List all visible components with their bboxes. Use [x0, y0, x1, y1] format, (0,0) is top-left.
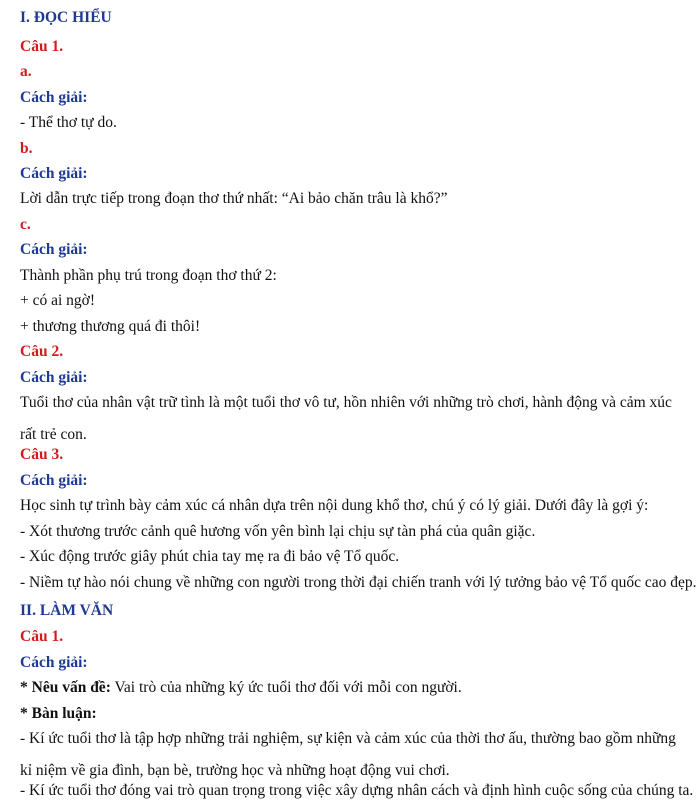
part-b-label: b. — [20, 140, 33, 157]
list-item: - Xót thương trước cảnh quê hương vốn yên bình lại chịu sự tàn phá của quân giặc. — [20, 523, 536, 540]
part-a-label: a. — [20, 63, 32, 80]
answer-text: Thành phần phụ trú trong đoạn thơ thứ 2: — [20, 267, 277, 284]
list-item: + có ai ngờ! — [20, 292, 96, 309]
method-label: Cách giải: — [20, 241, 88, 258]
list-item: - Xúc động trước giây phút chia tay mẹ ra đi bảo vệ Tổ quốc. — [20, 548, 400, 565]
issue-text: Vai trò của những ký ức tuổi thơ đối với mỗi con người. — [110, 679, 462, 696]
question-3-label: Câu 3. — [20, 446, 64, 463]
answer-text: Lời dẫn trực tiếp trong đoạn thơ thứ nhất: “Ai bảo chăn trâu là khổ?” — [20, 190, 448, 207]
discussion-paragraph: - Kí ức tuổi thơ là tập hợp những trải nghiệm, sự kiện và cảm xúc của thời thơ ấu, thường bao gồm những kỉ niệm về gia đình, bạn bè, trường học và những hoạt động vui chơi. — [20, 730, 676, 779]
section-heading-writing: II. LÀM VĂN — [20, 602, 114, 619]
part-c-label: c. — [20, 216, 31, 233]
question-1-label: Câu 1. — [20, 628, 64, 645]
list-item: - Niềm tự hào nói chung về những con người trong thời đại chiến tranh với lý tưởng bảo vệ Tổ quốc cao đẹp. — [20, 574, 697, 591]
issue-label: * Nêu vấn đề: — [20, 679, 111, 696]
answer-text: - Thể thơ tự do. — [20, 114, 117, 131]
discussion-label — [20, 704, 97, 724]
discussion-heading: * Bàn luận: — [20, 705, 97, 722]
method-label: Cách giải: — [20, 89, 88, 106]
method-label: Cách giải: — [20, 369, 88, 386]
answer-paragraph: Tuổi thơ của nhân vật trữ tình là một tuổi thơ vô tư, hồn nhiên với những trò chơi, hành động và cảm xúc rất trẻ con. — [20, 394, 672, 443]
issue-line — [20, 678, 462, 698]
method-label: Cách giải: — [20, 654, 88, 671]
answer-text: Học sinh tự trình bày cảm xúc cá nhân dựa trên nội dung khổ thơ, chú ý có lý giải. Dưới đây là gợi ý: — [20, 497, 649, 514]
section-heading-reading: I. ĐỌC HIỂU — [20, 9, 112, 26]
method-label: Cách giải: — [20, 472, 88, 489]
question-1-label: Câu 1. — [20, 38, 64, 55]
discussion-paragraph: - Kí ức tuổi thơ đóng vai trò quan trọng trong việc xây dựng nhân cách và định hình cuộc sống của chúng ta. — [20, 782, 694, 799]
method-label: Cách giải: — [20, 165, 88, 182]
question-2-label: Câu 2. — [20, 343, 64, 360]
list-item: + thương thương quá đi thôi! — [20, 318, 201, 335]
